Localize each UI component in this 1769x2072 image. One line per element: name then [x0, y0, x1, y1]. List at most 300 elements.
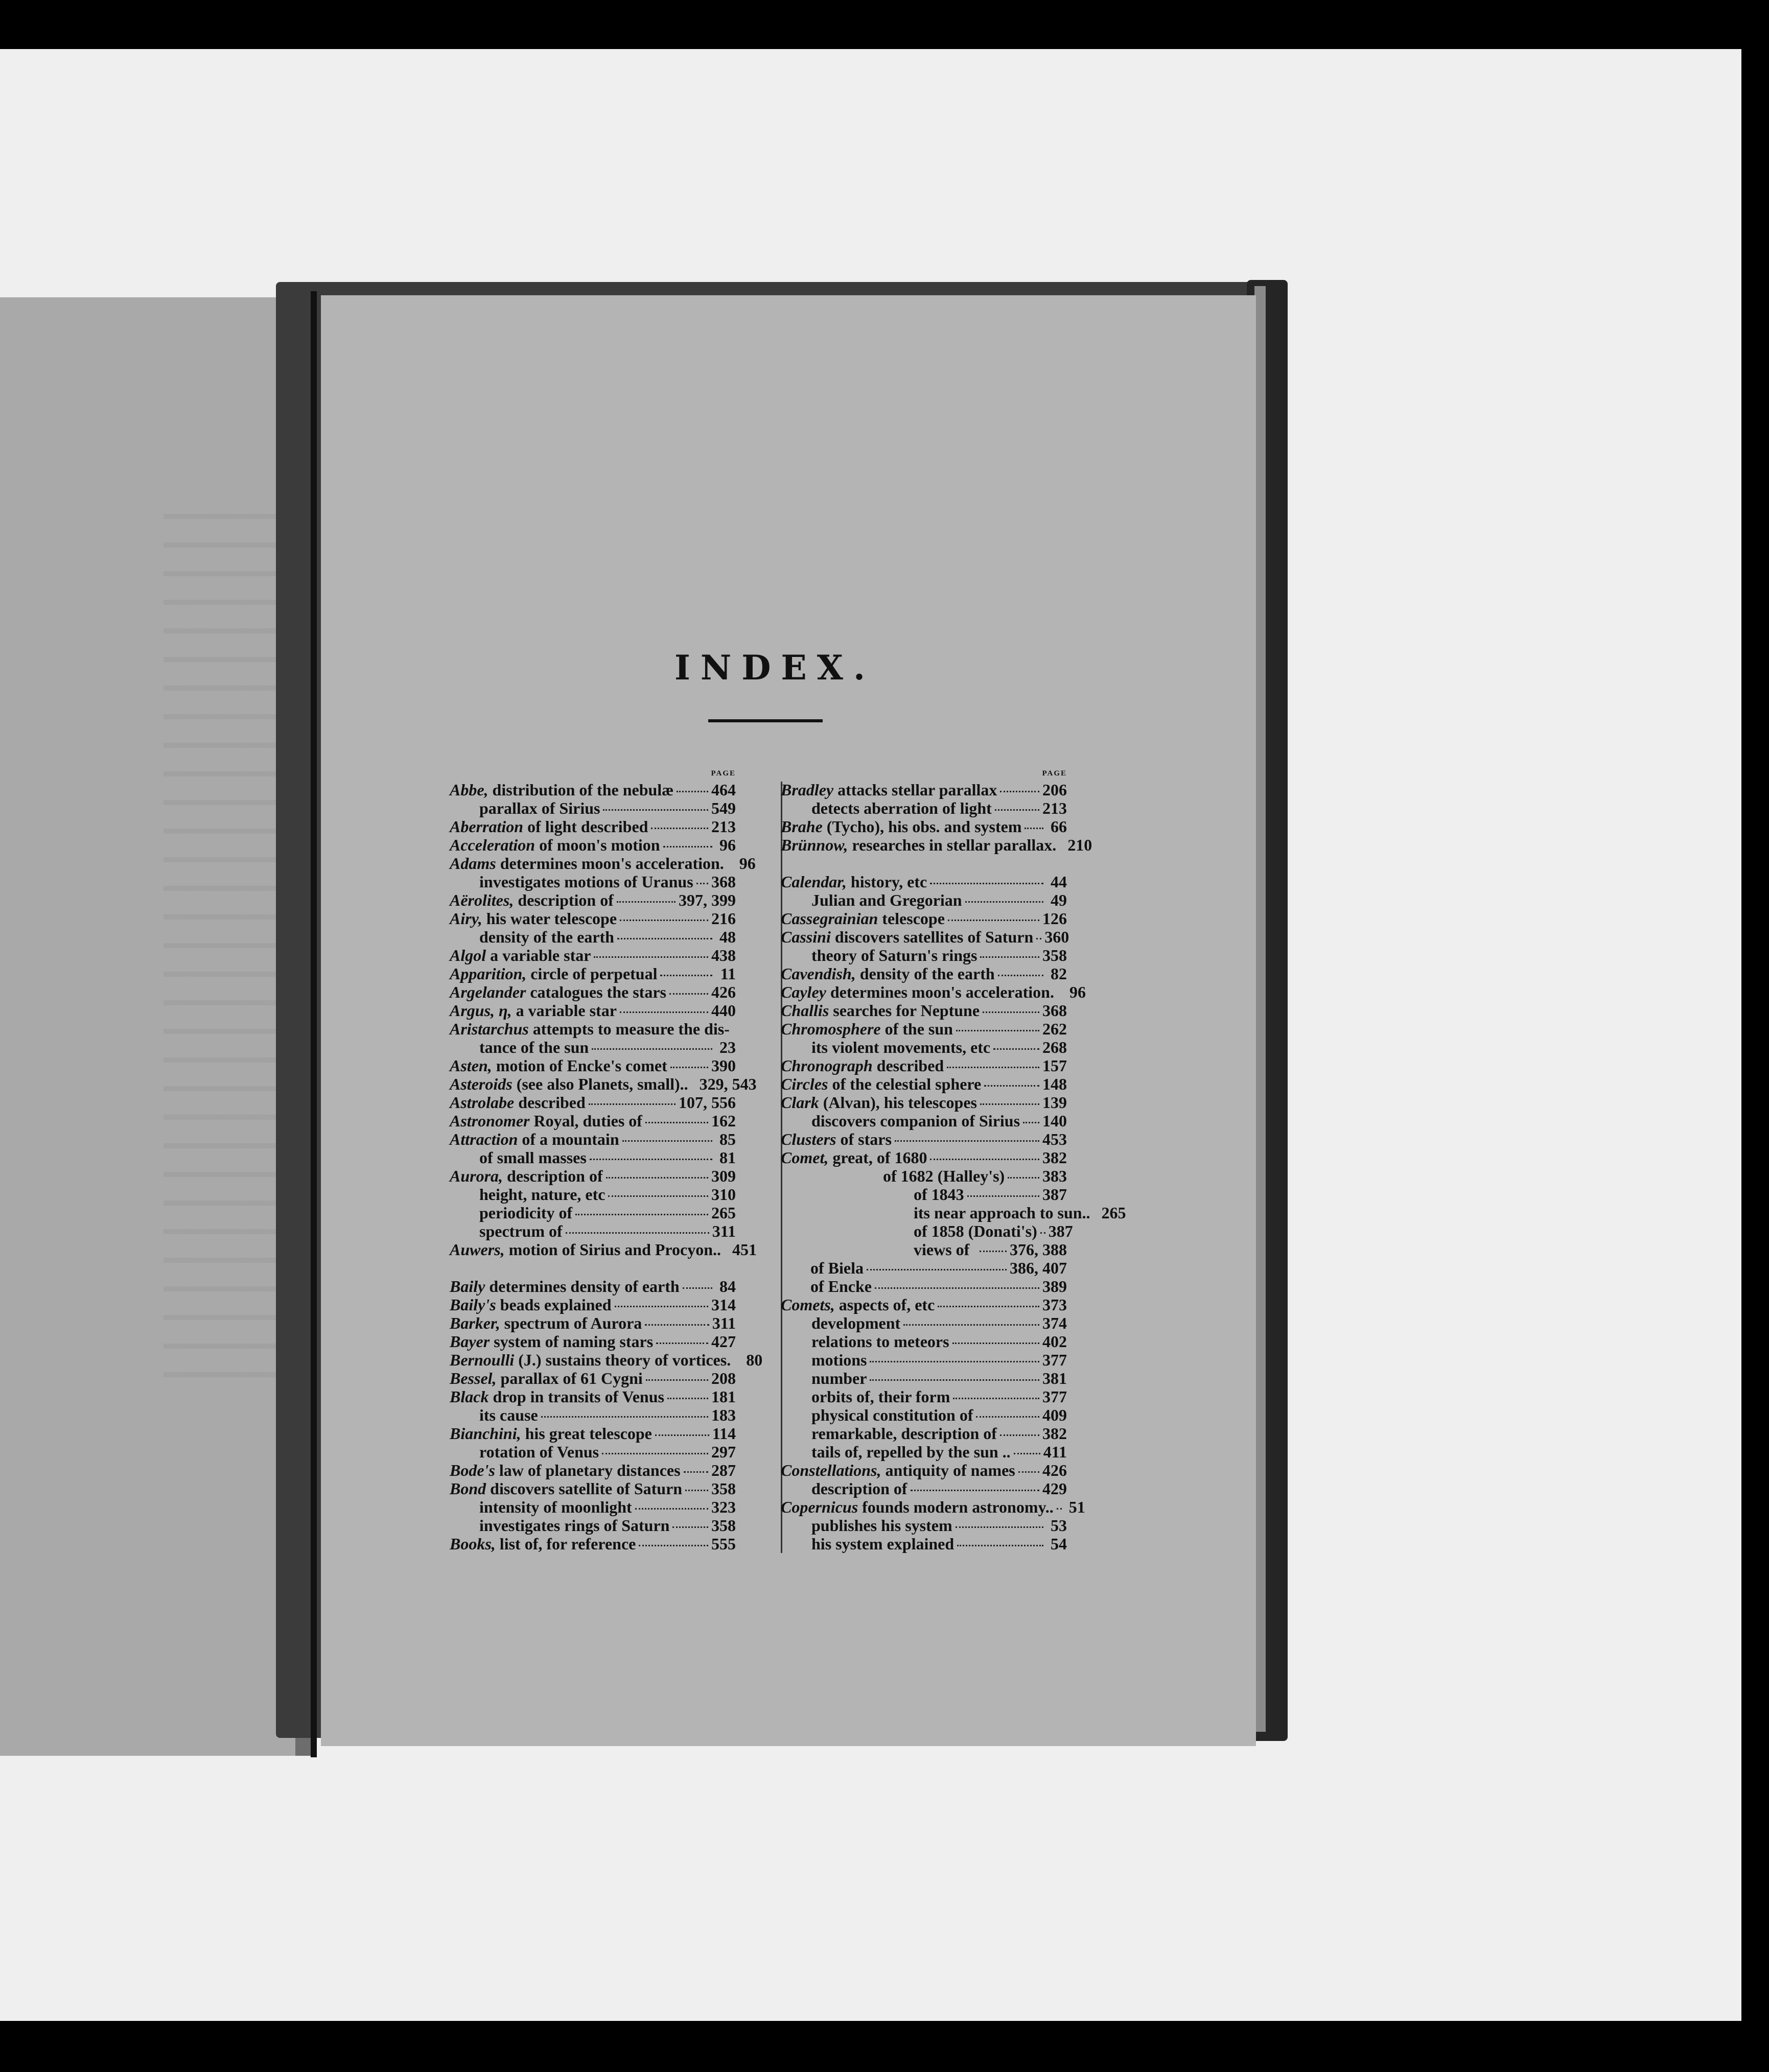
index-entry — [781, 1277, 1067, 1296]
entry-label — [781, 873, 927, 891]
entry-label — [781, 1020, 953, 1038]
page-column-heading: PAGE — [711, 769, 736, 778]
entry-heading: Barker, — [450, 1314, 500, 1332]
dot-leader — [930, 883, 1043, 884]
page-number: 309 — [711, 1167, 736, 1185]
index-entry — [450, 1296, 736, 1314]
entry-text: parallax of 61 Cygni — [496, 1369, 643, 1387]
entry-text: investigates rings of Saturn — [479, 1516, 670, 1535]
page-number: 383 — [1042, 1167, 1067, 1185]
entry-label — [811, 1443, 1011, 1461]
entry-text: determines moon's acceleration. — [826, 983, 1054, 1001]
page-number: 397, 399 — [679, 891, 736, 909]
entry-label — [811, 799, 992, 817]
dot-leader — [660, 975, 712, 976]
dot-leader — [903, 1324, 1039, 1326]
page-number: 358 — [711, 1516, 736, 1535]
entry-label — [811, 1369, 867, 1387]
index-entry — [781, 1038, 1067, 1056]
index-column-right — [781, 766, 1126, 1553]
entry-text: (J.) sustains theory of vortices. — [514, 1351, 731, 1369]
dot-leader — [645, 1122, 708, 1123]
entry-text: publishes his system — [811, 1516, 952, 1535]
entry-text: of Biela — [810, 1259, 864, 1277]
entry-text: discovers satellites of Saturn — [830, 928, 1034, 946]
dot-leader — [635, 1508, 708, 1510]
entry-text: of Encke — [810, 1277, 872, 1296]
index-entry — [450, 1277, 736, 1296]
entry-text: investigates motions of Uranus — [479, 873, 693, 891]
entry-heading: Baily's — [450, 1296, 496, 1314]
entry-text: list of, for reference — [495, 1535, 636, 1553]
page-number: 66 — [1051, 817, 1067, 836]
entry-heading: Aërolites, — [450, 891, 514, 909]
index-entry — [781, 1387, 1067, 1406]
entry-list — [781, 781, 1126, 1553]
entry-list — [450, 781, 763, 1553]
page-number: 216 — [711, 909, 736, 928]
entry-text: of moon's motion — [535, 836, 660, 854]
entry-heading: Clark — [781, 1093, 819, 1112]
entry-heading: Argelander — [450, 983, 526, 1001]
page-number: 549 — [711, 799, 736, 817]
page-number: 427 — [711, 1332, 736, 1351]
dot-leader — [1014, 1453, 1040, 1454]
dot-leader — [953, 1398, 1039, 1399]
page-number: 453 — [1042, 1130, 1067, 1148]
entry-text: law of planetary distances — [495, 1461, 681, 1479]
index-entry — [781, 1093, 1067, 1112]
left-page-bleed-text — [164, 490, 291, 1390]
index-entry — [781, 946, 1067, 964]
page-number: 23 — [719, 1038, 736, 1056]
index-entry — [781, 1406, 1067, 1424]
entry-text: discovers satellite of Saturn — [486, 1479, 683, 1498]
entry-label — [781, 836, 1056, 854]
page-number: 438 — [711, 946, 736, 964]
entry-heading: Chronograph — [781, 1056, 873, 1075]
page-number: 85 — [719, 1130, 736, 1148]
index-entry — [781, 1130, 1067, 1148]
index-entry — [450, 1204, 736, 1222]
page-number: 314 — [711, 1296, 736, 1314]
dot-leader — [651, 828, 708, 829]
index-entry — [781, 1001, 1067, 1020]
entry-label — [450, 1387, 664, 1406]
dot-leader — [947, 1067, 1039, 1068]
index-entry — [781, 781, 1067, 799]
index-entry — [450, 1112, 736, 1130]
entry-text: density of the earth — [479, 928, 614, 946]
dot-leader — [948, 920, 1039, 921]
entry-label — [781, 1056, 944, 1075]
entry-text: distribution of the nebulæ — [488, 781, 674, 799]
index-entry — [781, 817, 1067, 836]
entry-heading: Astronomer — [450, 1112, 530, 1130]
entry-heading: Asteroids — [450, 1075, 513, 1093]
entry-label — [811, 891, 962, 909]
page-number: 213 — [1042, 799, 1067, 817]
dot-leader — [870, 1361, 1039, 1362]
index-entry — [450, 1056, 736, 1075]
index-entry — [781, 1443, 1067, 1461]
dot-leader — [1000, 791, 1039, 792]
entry-label — [781, 1130, 892, 1148]
entry-label — [450, 909, 617, 928]
page-number: 206 — [1042, 781, 1067, 799]
entry-text: remarkable, description of — [811, 1424, 997, 1443]
entry-heading: Bayer — [450, 1332, 490, 1351]
entry-heading: Cavendish, — [781, 964, 856, 983]
entry-text: tails of, repelled by the sun .. — [811, 1443, 1011, 1461]
entry-text: spectrum of — [479, 1222, 563, 1240]
dot-leader — [655, 1434, 709, 1436]
entry-text: his water telescope — [482, 909, 617, 928]
page-number: 376, 388 — [1010, 1240, 1067, 1259]
entry-label — [811, 1535, 954, 1553]
page-number: 555 — [711, 1535, 736, 1553]
index-entry — [450, 1167, 736, 1185]
entry-text: motion of Encke's comet — [492, 1056, 667, 1075]
entry-text: of 1682 (Halley's) — [883, 1167, 1005, 1185]
page-number: 48 — [719, 928, 736, 946]
dot-leader — [646, 1379, 708, 1381]
entry-label — [811, 946, 977, 964]
entry-text: (see also Planets, small).. — [512, 1075, 688, 1093]
entry-label — [450, 1075, 688, 1093]
index-entry — [450, 873, 736, 891]
entry-heading: Cayley — [781, 983, 826, 1001]
entry-text: description of — [811, 1479, 907, 1498]
entry-text: of a mountain — [518, 1130, 619, 1148]
entry-label — [450, 854, 724, 873]
page-number: 126 — [1042, 909, 1067, 928]
index-entry — [450, 1093, 736, 1112]
dot-leader — [956, 1526, 1043, 1528]
page-number: 265 — [1101, 1204, 1126, 1222]
page-title: INDEX. — [674, 648, 875, 688]
index-entry — [450, 817, 736, 836]
entry-heading: Airy, — [450, 909, 482, 928]
entry-text: researches in stellar parallax. — [848, 836, 1057, 854]
dot-leader — [1036, 938, 1041, 939]
page-number: 208 — [711, 1369, 736, 1387]
entry-text: aspects of, etc — [834, 1296, 935, 1314]
index-entry — [450, 1038, 736, 1056]
entry-label — [450, 1130, 619, 1148]
entry-text: theory of Saturn's rings — [811, 946, 977, 964]
index-entry — [781, 1056, 1067, 1075]
entry-heading: Attraction — [450, 1130, 518, 1148]
index-entry — [450, 781, 736, 799]
dot-leader — [669, 993, 708, 995]
entry-heading: Algol — [450, 946, 486, 964]
entry-label — [450, 1424, 652, 1443]
entry-label — [479, 1148, 587, 1167]
entry-text: discovers companion of Sirius — [811, 1112, 1020, 1130]
page-number: 411 — [1043, 1443, 1067, 1461]
index-entry — [450, 1369, 736, 1387]
entry-text: description of — [514, 891, 614, 909]
entry-text: number — [811, 1369, 867, 1387]
entry-heading: Aristarchus — [450, 1020, 529, 1038]
page-number: 386, 407 — [1010, 1259, 1067, 1277]
dot-leader — [984, 1085, 1039, 1087]
entry-text: (Tycho), his obs. and system — [822, 817, 1022, 836]
dot-leader — [696, 883, 708, 884]
title-rule — [708, 719, 823, 722]
entry-label — [450, 1167, 603, 1185]
entry-label — [450, 1093, 586, 1112]
entry-heading: Bond — [450, 1479, 486, 1498]
entry-label — [781, 1001, 980, 1020]
page-number: 82 — [1051, 964, 1067, 983]
page-number: 96 — [739, 854, 756, 873]
entry-text: tance of the sun — [479, 1038, 589, 1056]
entry-label — [450, 1351, 731, 1369]
entry-text: of small masses — [479, 1148, 587, 1167]
index-entry — [781, 873, 1067, 891]
entry-text: density of the earth — [855, 964, 995, 983]
page-number: 139 — [1042, 1093, 1067, 1112]
index-entry — [450, 891, 736, 909]
index-entry — [781, 928, 1067, 946]
index-entry — [781, 891, 1067, 909]
page-number: 368 — [1042, 1001, 1067, 1020]
entry-label — [811, 1314, 900, 1332]
page-number: 373 — [1042, 1296, 1067, 1314]
entry-heading: Aberration — [450, 817, 524, 836]
entry-heading: Acceleration — [450, 836, 536, 854]
index-entry — [781, 1148, 1067, 1167]
entry-heading: Baily — [450, 1277, 485, 1296]
entry-text: catalogues the stars — [526, 983, 666, 1001]
entry-text: great, of 1680 — [828, 1148, 927, 1167]
index-entry — [781, 1498, 1085, 1516]
index-entry — [450, 1406, 736, 1424]
page-number: 390 — [711, 1056, 736, 1075]
entry-text: founds modern astronomy.. — [858, 1498, 1054, 1516]
page-number: 157 — [1042, 1056, 1067, 1075]
entry-text: its near approach to sun.. — [914, 1204, 1090, 1222]
entry-label — [450, 946, 591, 964]
book-spine — [311, 291, 317, 1757]
index-entry — [450, 1516, 736, 1535]
dot-leader — [677, 791, 708, 792]
dot-leader — [998, 975, 1043, 976]
index-entry — [450, 1075, 757, 1093]
page-number: 440 — [711, 1001, 736, 1020]
page-number: 162 — [711, 1112, 736, 1130]
index-entry — [450, 1020, 736, 1038]
page-number: 377 — [1042, 1351, 1067, 1369]
entry-label — [450, 817, 648, 836]
dot-leader — [1040, 1232, 1045, 1234]
index-entry — [781, 1020, 1067, 1038]
entry-label — [450, 1479, 682, 1498]
entry-label — [811, 1332, 949, 1351]
entry-label — [450, 781, 673, 799]
index-entry — [781, 1240, 1067, 1259]
entry-label — [479, 1516, 669, 1535]
entry-heading: Aurora, — [450, 1167, 503, 1185]
entry-heading: Chromosphere — [781, 1020, 881, 1038]
index-entry — [450, 1222, 736, 1240]
entry-text: drop in transits of Venus — [488, 1387, 664, 1406]
index-column-left — [450, 766, 763, 1553]
page-number: 402 — [1042, 1332, 1067, 1351]
dot-leader — [995, 809, 1039, 811]
dot-leader — [870, 1379, 1039, 1381]
entry-text: intensity of moonlight — [479, 1498, 632, 1516]
entry-text: parallax of Sirius — [479, 799, 600, 817]
index-entry — [781, 1479, 1067, 1498]
entry-text: beads explained — [496, 1296, 612, 1314]
entry-text: circle of perpetual — [526, 964, 658, 983]
entry-label — [810, 1259, 864, 1277]
entry-text: description of — [503, 1167, 603, 1185]
entry-text: its cause — [479, 1406, 538, 1424]
entry-text: motion of Sirius and Procyon.. — [504, 1240, 721, 1259]
index-entry — [450, 1240, 757, 1259]
entry-text: antiquity of names — [881, 1461, 1015, 1479]
entry-heading: Brünnow, — [781, 836, 848, 854]
index-entry — [781, 1296, 1067, 1314]
dot-leader — [622, 1140, 712, 1142]
page-number: 49 — [1051, 891, 1067, 909]
entry-text: Julian and Gregorian — [811, 891, 962, 909]
dot-leader — [980, 1103, 1039, 1105]
page-number: 310 — [711, 1185, 736, 1204]
dot-leader — [911, 1490, 1039, 1491]
index-entry — [781, 1185, 1067, 1204]
page-number: 210 — [1067, 836, 1092, 854]
entry-heading: Bode's — [450, 1461, 495, 1479]
index-entry — [450, 799, 736, 817]
entry-text: determines density of earth — [485, 1277, 680, 1296]
dot-leader — [967, 1195, 1039, 1197]
entry-heading: Bessel, — [450, 1369, 497, 1387]
entry-label — [450, 1461, 681, 1479]
entry-label — [450, 983, 666, 1001]
page-number: 268 — [1042, 1038, 1067, 1056]
dot-leader — [617, 901, 676, 903]
entry-label — [479, 1406, 538, 1424]
index-entry — [781, 1204, 1126, 1222]
entry-text: of 1843 — [914, 1185, 964, 1204]
entry-heading: Abbe, — [450, 781, 488, 799]
entry-label — [811, 1516, 952, 1535]
page-number: 213 — [711, 817, 736, 836]
section-gap — [781, 854, 1067, 873]
entry-text: physical constitution of — [811, 1406, 973, 1424]
entry-label — [450, 1369, 643, 1387]
dot-leader — [667, 1398, 708, 1399]
page-number: 389 — [1042, 1277, 1067, 1296]
page-number: 114 — [712, 1424, 736, 1443]
section-gap — [450, 1259, 736, 1277]
page-number: 311 — [712, 1222, 736, 1240]
entry-text: of 1858 (Donati's) — [914, 1222, 1037, 1240]
page-column-heading: PAGE — [1042, 769, 1067, 778]
entry-heading: Constellations, — [781, 1461, 881, 1479]
entry-text: his great telescope — [521, 1424, 652, 1443]
entry-heading: Cassegrainian — [781, 909, 878, 928]
entry-heading: Cassini — [781, 928, 831, 946]
dot-leader — [639, 1545, 708, 1546]
dot-leader — [594, 956, 708, 958]
entry-heading: Astrolabe — [450, 1093, 515, 1112]
index-entry — [450, 854, 756, 873]
entry-label — [450, 964, 657, 983]
page-number: 381 — [1042, 1369, 1067, 1387]
page-number: 107, 556 — [679, 1093, 736, 1112]
entry-heading: Adams — [450, 854, 496, 873]
page-number: 53 — [1051, 1516, 1067, 1535]
entry-label — [450, 1535, 636, 1553]
dot-leader — [590, 1159, 712, 1160]
entry-text: detects aberration of light — [811, 799, 992, 817]
dot-leader — [1057, 1508, 1062, 1510]
page-number: 358 — [1042, 946, 1067, 964]
index-entry — [781, 1112, 1067, 1130]
dot-leader — [620, 920, 708, 921]
page-number: 360 — [1044, 928, 1069, 946]
dot-leader — [1018, 1471, 1039, 1473]
entry-label — [914, 1204, 1090, 1222]
page-number: 409 — [1042, 1406, 1067, 1424]
entry-label — [479, 799, 600, 817]
dot-leader — [620, 1011, 708, 1013]
entry-text: rotation of Venus — [479, 1443, 599, 1461]
entry-text: motions — [811, 1351, 867, 1369]
index-entry — [450, 983, 736, 1001]
page-number: 148 — [1042, 1075, 1067, 1093]
entry-label — [450, 1001, 617, 1020]
index-entry — [450, 1001, 736, 1020]
dot-leader — [684, 1471, 708, 1473]
entry-text: of stars — [836, 1130, 892, 1148]
entry-text: described — [872, 1056, 944, 1075]
entry-heading: Bradley — [781, 781, 834, 799]
dot-leader — [1023, 1122, 1039, 1123]
index-entry — [781, 909, 1067, 928]
entry-heading: Bianchini, — [450, 1424, 521, 1443]
index-entry — [781, 1167, 1067, 1185]
dot-leader — [608, 1195, 708, 1197]
index-entry — [450, 1479, 736, 1498]
page-number: 329, 543 — [699, 1075, 757, 1093]
page-number: 181 — [711, 1387, 736, 1406]
entry-label — [781, 1498, 1054, 1516]
dot-leader — [602, 1453, 708, 1454]
index-entry — [450, 1443, 736, 1461]
entry-label — [781, 1093, 977, 1112]
dot-leader — [993, 1048, 1039, 1050]
entry-text: spectrum of Aurora — [500, 1314, 642, 1332]
page-number: 96 — [719, 836, 736, 854]
entry-heading: Auwers, — [450, 1240, 505, 1259]
entry-label — [781, 1461, 1015, 1479]
entry-heading: Bernoulli — [450, 1351, 515, 1369]
index-entry — [781, 1424, 1067, 1443]
page-number: 323 — [711, 1498, 736, 1516]
entry-label — [914, 1240, 969, 1259]
index-entry — [450, 1332, 736, 1351]
dot-leader — [980, 1251, 1007, 1252]
entry-heading: Brahe — [781, 817, 823, 836]
entry-text: its violent movements, etc — [811, 1038, 991, 1056]
